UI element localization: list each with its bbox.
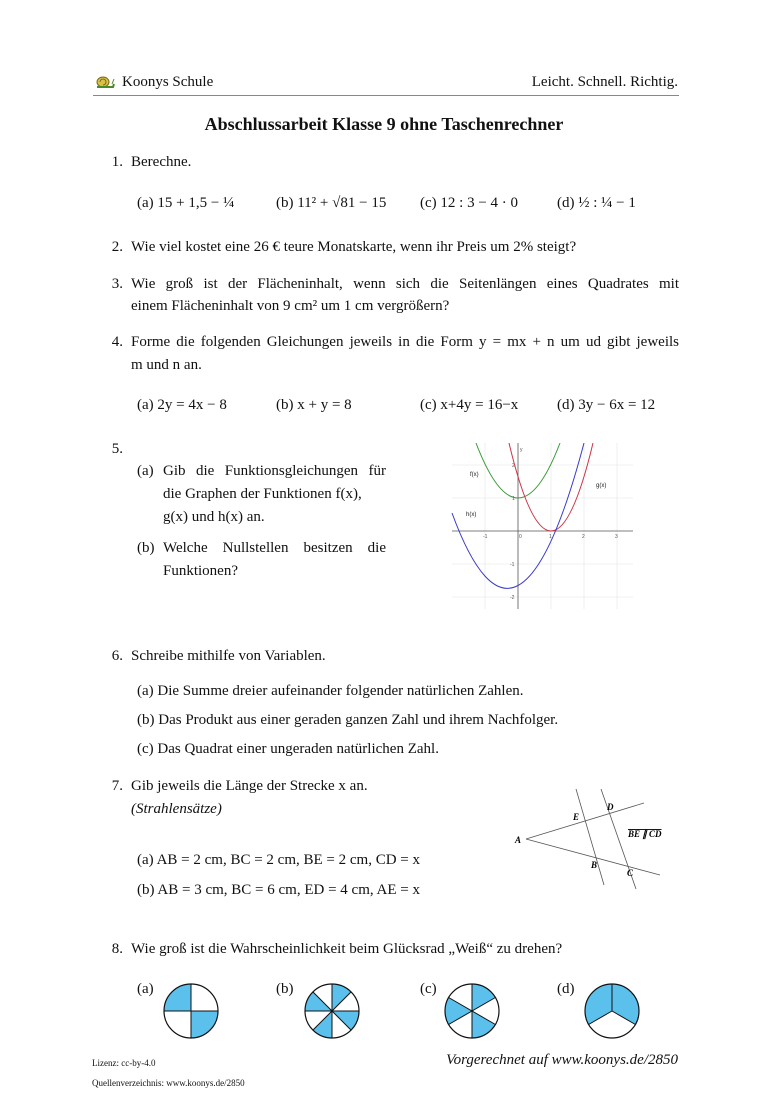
q1-d: (d) ½ : ¼ − 1 [557,195,636,211]
q7-hint: (Strahlensätze) [131,801,222,817]
q6-b: (b) Das Produkt aus einer geraden ganzen Zahl und ihrem Nachfolger. [137,712,559,728]
y-tick-label: -1 [510,562,515,568]
q7-text: Gib jeweils die Länge der Strecke x an. [131,778,368,794]
q6-text: Schreibe mithilfe von Variablen. [131,648,326,664]
q2-number: 2. [111,239,123,255]
q4-line2: m und n an. [131,357,202,373]
q8-a-label: (a) [137,981,154,997]
wheel-a [163,983,219,1039]
x-tick-label: 3 [615,534,618,540]
parallel-be [576,789,604,885]
q5-b-label: (b) [137,540,155,556]
y-axis-label: y [520,447,523,453]
q4-number: 4. [111,334,123,350]
point-b-label: B [591,860,598,870]
q8-b-label: (b) [276,981,294,997]
wheel-c [444,983,500,1039]
q5-b-line1: Welche Nullstellen besitzen die [163,540,386,556]
q8-c-label: (c) [420,981,437,997]
q4-line1: Forme die folgenden Gleichungen jeweils in die Form y = mx + n um ud gibt jeweils [131,334,679,350]
x-tick-label: -1 [483,534,488,540]
wheel-d [584,983,640,1039]
q1-a: (a) 15 + 1,5 − ¼ [137,195,235,211]
q1-c: (c) 12 : 3 − 4 · 0 [420,195,519,211]
graph-label-g: g(x) [596,483,607,489]
q5-a-line1: Gib die Funktionsgleichungen für [163,463,386,479]
point-a-label: A [515,835,522,845]
q6-number: 6. [111,648,123,664]
snail-logo-icon [94,74,116,90]
point-d-label: D [607,802,614,812]
footer-sources: Quellenverzeichnis: www.koonys.de/2850 [92,1078,245,1088]
q5-number: 5. [111,441,123,457]
q7-a: (a) AB = 2 cm, BC = 2 cm, BE = 2 cm, CD = x [137,852,420,868]
y-tick-label: -2 [510,595,515,601]
x-tick-label: 0 [519,534,522,540]
graph-grid [452,443,633,609]
q4-d: (d) 3y − 6x = 12 [557,397,656,413]
q1-b: (b) 11² + √81 − 15 [276,195,387,211]
y-tick-label: 2 [512,463,515,469]
page-title: Abschlussarbeit Klasse 9 ohne Taschenrechner [204,114,564,134]
q3-line2: einem Flächeninhalt von 9 cm² um 1 cm vergrößern? [131,298,450,314]
y-tick-label: 1 [512,496,515,502]
q1-number: 1. [111,154,123,170]
q8-text: Wie groß ist die Wahrscheinlichkeit beim Glücksrad „Weiß“ zu drehen? [131,941,563,957]
q3-number: 3. [111,276,123,292]
q4-a: (a) 2y = 4x − 8 [137,397,227,413]
q4-c: (c) x+4y = 16−x [420,397,519,413]
parallel-note: BE ∥ CD [628,829,662,839]
q4-b: (b) x + y = 8 [276,397,352,413]
q3-line1: Wie groß ist der Flächeninhalt, wenn sich die Seitenlängen eines Quadrates mit [131,276,679,292]
x-tick-label: 2 [582,534,585,540]
graph-label-f: f(x) [470,472,479,478]
q5-a-line3: g(x) und h(x) an. [163,509,265,525]
q7-b: (b) AB = 3 cm, BC = 6 cm, ED = 4 cm, AE = x [137,882,420,898]
header-tagline: Leicht. Schnell. Richtig. [531,74,678,90]
footer-solved-link[interactable]: Vorgerechnet auf www.koonys.de/2850 [446,1052,678,1068]
q6-c: (c) Das Quadrat einer ungeraden natürlichen Zahl. [137,741,439,757]
q7-number: 7. [111,778,123,794]
intercept-theorem-figure [510,785,690,895]
q1-text: Berechne. [131,154,192,170]
q8-number: 8. [111,941,123,957]
q5-a-line2: die Graphen der Funktionen f(x), [163,486,362,502]
header-logo-text: Koonys Schule [122,74,214,90]
point-e-label: E [573,812,580,822]
x-tick-label: 1 [549,534,552,540]
footer-license: Lizenz: cc-by-4.0 [92,1058,156,1068]
function-graph [449,443,633,609]
graph-label-h: h(x) [466,512,477,518]
q5-b-line2: Funktionen? [163,563,238,579]
q5-a-label: (a) [137,463,154,479]
point-c-label: C [627,868,634,878]
wheel-b [304,983,360,1039]
q6-a: (a) Die Summe dreier aufeinander folgender natürlichen Zahlen. [137,683,524,699]
header-rule [93,95,679,96]
q8-d-label: (d) [557,981,575,997]
q2-text: Wie viel kostet eine 26 € teure Monatskarte, wenn ihr Preis um 2% steigt? [131,239,577,255]
